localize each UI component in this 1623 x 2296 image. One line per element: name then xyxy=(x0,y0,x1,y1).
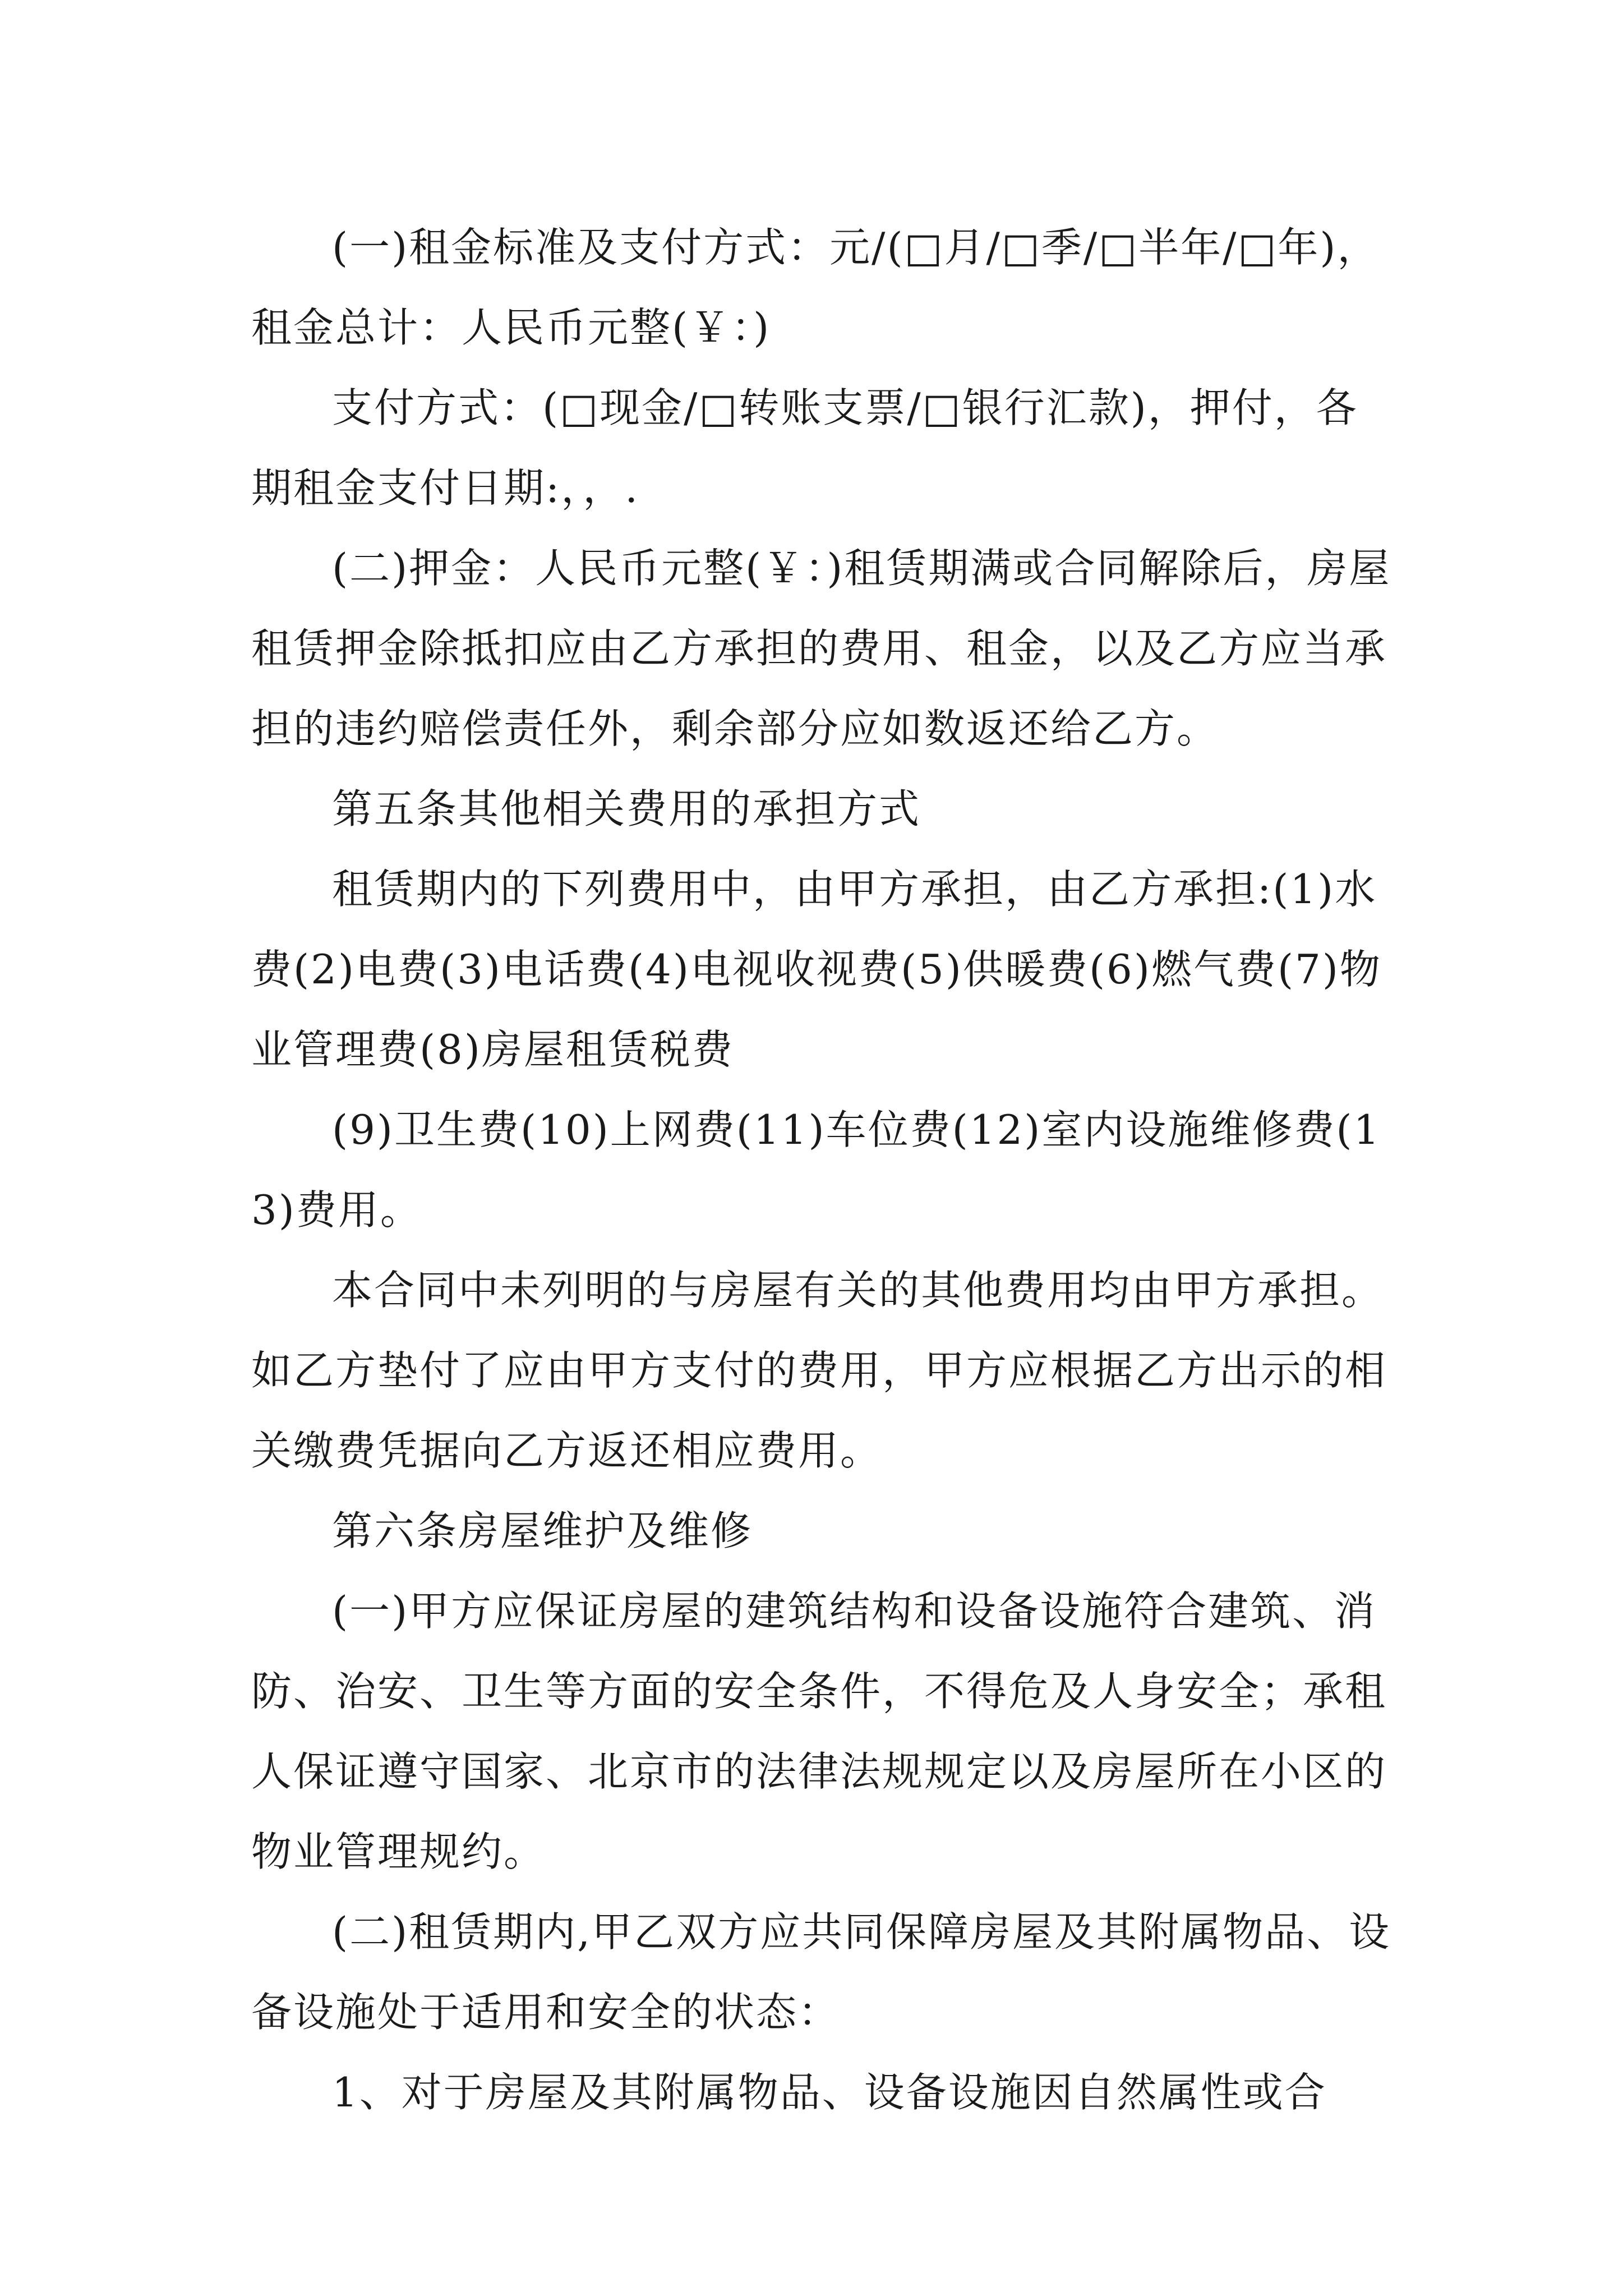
paragraph-item-1: 1、对于房屋及其附属物品、设备设施因自然属性或合 xyxy=(332,2069,1327,2116)
section-heading-article-6: 第六条房屋维护及维修 xyxy=(332,1507,753,1554)
paragraph-other-fees: 本合同中未列明的与房屋有关的其他费用均由甲方承担。如乙方垫付了应由甲方支付的费用，甲方应根据乙方出示的相关缴费凭据向乙方返还相应费用。 xyxy=(251,1267,1387,1474)
paragraph-payment-method: 支付方式：(□现金/□转账支票/□银行汇款)，押付，各期租金支付日期:，，. xyxy=(251,384,1358,512)
paragraph-rent-standard: (一)租金标准及支付方式：元/(□月/□季/□半年/□年)，租金总计：人民币元整(￥：) xyxy=(251,224,1380,351)
paragraph-fee-list: 租赁期内的下列费用中，由甲方承担，由乙方承担:(1)水费(2)电费(3)电话费(4)电视收视费(5)供暖费(6)燃气费(7)物业管理费(8)房屋租赁税费 xyxy=(251,866,1382,1073)
paragraph-deposit: (二)押金：人民币元整(￥：)租赁期满或合同解除后，房屋租赁押金除抵扣应由乙方承担的费用、租金，以及乙方应当承担的违约赔偿责任外，剩余部分应如数返还给乙方。 xyxy=(251,545,1391,752)
document-body xyxy=(251,208,1393,2133)
section-heading-article-5: 第五条其他相关费用的承担方式 xyxy=(332,785,921,832)
paragraph-joint-maintenance: (二)租赁期内,甲乙双方应共同保障房屋及其附属物品、设备设施处于适用和安全的状态： xyxy=(251,1908,1391,2036)
paragraph-safety-conditions: (一)甲方应保证房屋的建筑结构和设备设施符合建筑、消防、治安、卫生等方面的安全条件，不得危及人身安全；承租人保证遵守国家、北京市的法律法规规定以及房屋所在小区的物业管理规约。 xyxy=(251,1588,1387,1875)
paragraph-fee-list-continued: (9)卫生费(10)上网费(11)车位费(12)室内设施维修费(13)费用。 xyxy=(251,1106,1381,1234)
